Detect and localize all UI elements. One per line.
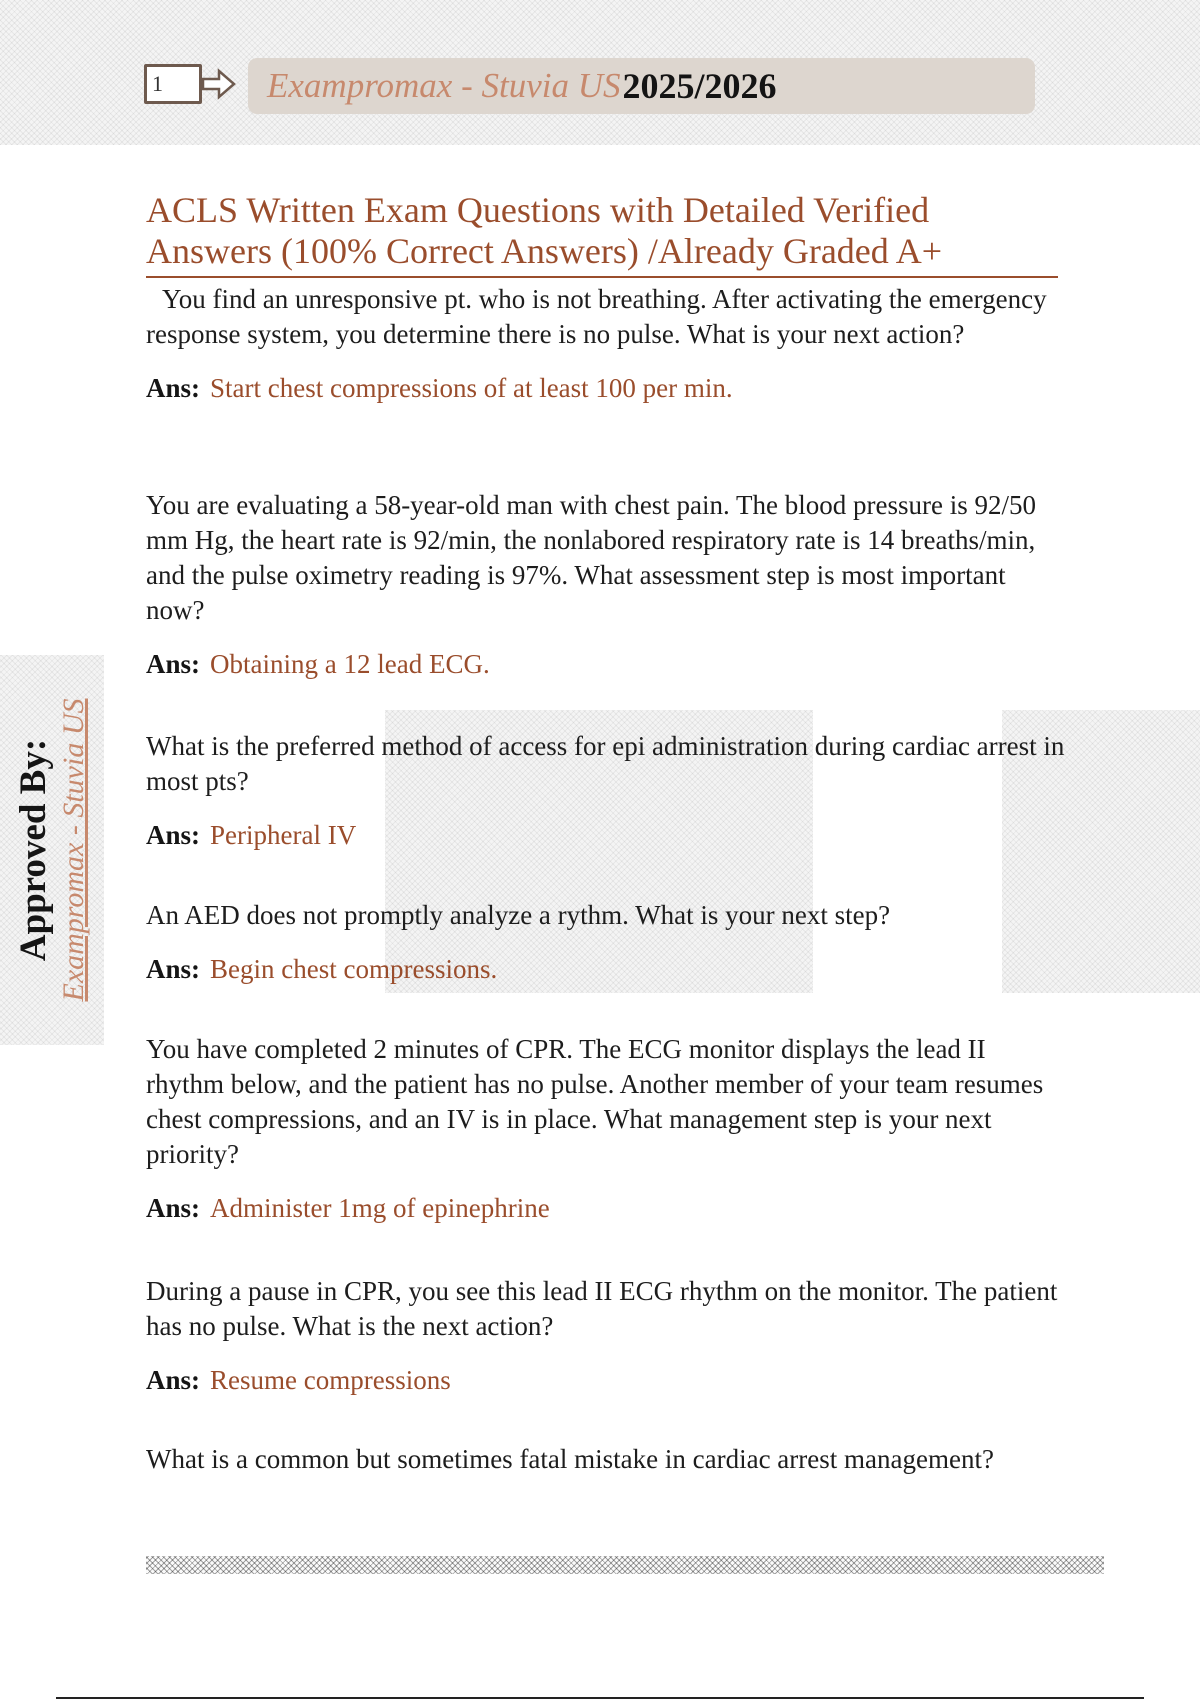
header-year: 2025/2026 xyxy=(622,66,777,106)
answer-line xyxy=(146,952,1066,987)
document-title: ACLS Written Exam Questions with Detailed Verified Answers (100% Correct Answers) /Already Graded A+ xyxy=(146,190,1058,278)
question-text: During a pause in CPR, you see this lead II ECG rhythm on the monitor. The patient has no pulse. What is the next action? xyxy=(146,1276,1058,1341)
question-text: You find an unresponsive pt. who is not breathing. After activating the emergency response system, you determine there is no pulse. What is your next action? xyxy=(146,284,1047,349)
qa-item xyxy=(146,282,1066,406)
answer-line xyxy=(146,371,1066,406)
qa-item xyxy=(146,898,1066,987)
question-text: What is a common but sometimes fatal mistake in cardiac arrest management? xyxy=(146,1444,994,1474)
question-text: What is the preferred method of access for epi administration during cardiac arrest in most pts? xyxy=(146,731,1065,796)
approval-stamp xyxy=(12,699,92,1002)
qa-item xyxy=(146,1032,1066,1226)
page-number: 1 xyxy=(152,71,163,96)
page-number-box xyxy=(144,64,202,104)
question-text: An AED does not promptly analyze a rythm. What is your next step? xyxy=(146,900,891,930)
answer-line xyxy=(146,1363,1066,1398)
approval-stamp-brand: Exampromax - Stuvia US xyxy=(57,698,90,1002)
qa-item xyxy=(146,729,1066,853)
answer-label: Ans: xyxy=(146,954,201,984)
answer-text: Obtaining a 12 lead ECG. xyxy=(210,649,490,679)
answer-text: Start chest compressions of at least 100 per min. xyxy=(210,373,733,403)
answer-text: Administer 1mg of epinephrine xyxy=(210,1193,550,1223)
page-bottom-rule xyxy=(56,1697,1144,1699)
approval-stamp-title: Approved By: xyxy=(13,738,54,962)
answer-label: Ans: xyxy=(146,820,201,850)
qa-item xyxy=(146,1274,1066,1398)
qa-item xyxy=(146,1442,1066,1477)
question-text: You are evaluating a 58-year-old man with chest pain. The blood pressure is 92/50 mm Hg, the heart rate is 92/min, the nonlabored respiratory rate is 14 breaths/min, and the pulse oximetry reading is 97%. What assessment step is most important now? xyxy=(146,490,1037,625)
answer-label: Ans: xyxy=(146,1193,201,1223)
answer-text: Peripheral IV xyxy=(210,820,357,850)
arrow-right-icon xyxy=(202,68,236,100)
answer-line xyxy=(146,1191,1066,1226)
header-title-pill xyxy=(248,58,1035,114)
header-band xyxy=(0,0,1200,145)
answer-label: Ans: xyxy=(146,1365,201,1395)
header-brand: Exampromax - Stuvia US xyxy=(267,66,621,105)
qa-item xyxy=(146,488,1066,682)
question-text: You have completed 2 minutes of CPR. The ECG monitor displays the lead II rhythm below, and the patient has no pulse. Another member of your team resumes chest compressions, and an IV is in place. What management step is your next priority? xyxy=(146,1034,1044,1169)
answer-text: Begin chest compressions. xyxy=(210,954,498,984)
answer-label: Ans: xyxy=(146,373,201,403)
answer-label: Ans: xyxy=(146,649,201,679)
footer-hatch-strip xyxy=(146,1556,1104,1574)
answer-text: Resume compressions xyxy=(210,1365,451,1395)
answer-line xyxy=(146,818,1066,853)
answer-line xyxy=(146,647,1066,682)
